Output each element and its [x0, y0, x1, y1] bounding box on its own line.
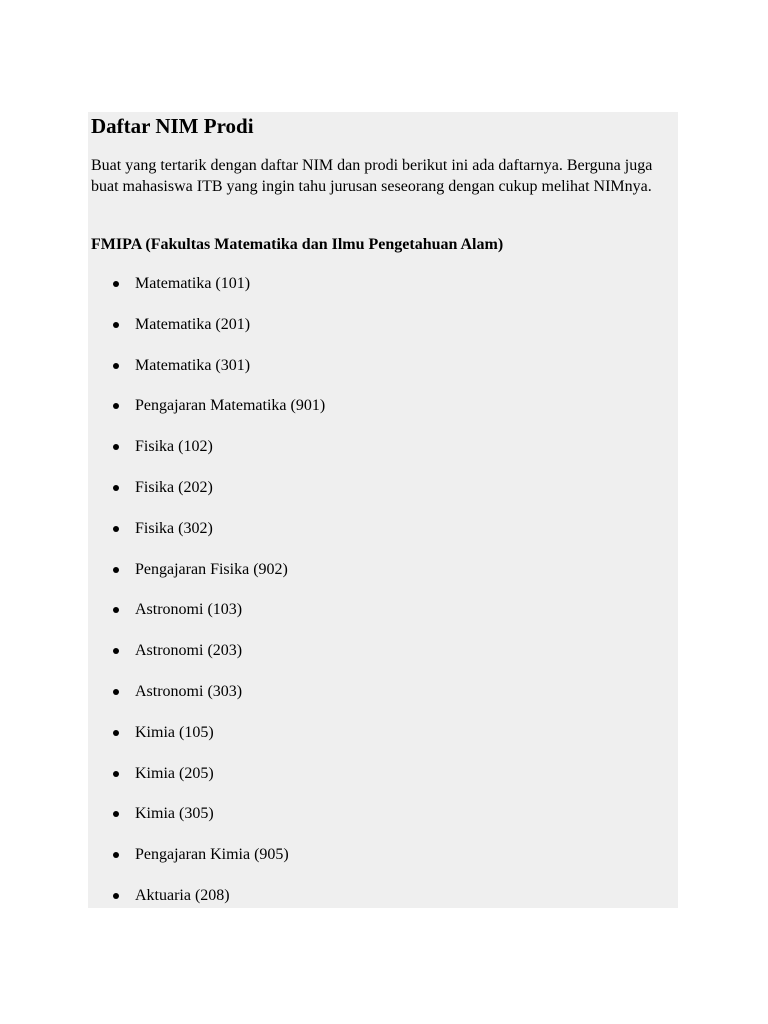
list-item	[88, 356, 325, 397]
list-item	[88, 560, 325, 601]
bullet-icon	[113, 363, 119, 369]
intro-paragraph: Buat yang tertarik dengan daftar NIM dan prodi berikut ini ada daftarnya. Berguna juga buat mahasiswa ITB yang ingin tahu jurusan seseorang dengan cukup melihat NIMnya.	[91, 157, 653, 195]
list-item-label: Astronomi (103)	[135, 601, 243, 619]
list-item	[88, 519, 325, 560]
list-item-label: Matematika (201)	[135, 315, 251, 333]
list-item	[88, 764, 325, 805]
list-item-label: Pengajaran Matematika (901)	[135, 397, 326, 415]
bullet-icon	[113, 893, 119, 899]
bullet-icon	[113, 689, 119, 695]
prodi-list	[88, 274, 325, 908]
list-item-label: Pengajaran Fisika (902)	[135, 560, 288, 578]
bullet-icon	[113, 485, 119, 491]
bullet-icon	[113, 444, 119, 450]
list-item-label: Kimia (305)	[135, 805, 214, 823]
bullet-icon	[113, 648, 119, 654]
list-item-label: Kimia (105)	[135, 723, 214, 741]
list-item	[88, 274, 325, 315]
document-content	[88, 112, 678, 908]
list-item-label: Astronomi (303)	[135, 682, 243, 700]
list-item-label: Matematika (101)	[135, 275, 251, 292]
list-item	[88, 641, 325, 682]
list-item-label: Fisika (302)	[135, 519, 213, 537]
list-item-label: Kimia (205)	[135, 764, 214, 782]
list-item	[88, 845, 325, 886]
list-item	[88, 886, 325, 908]
list-item-label: Pengajaran Kimia (905)	[135, 846, 289, 864]
list-item	[88, 600, 325, 641]
page-title: Daftar NIM Prodi	[91, 114, 254, 138]
bullet-icon	[113, 526, 119, 532]
list-item	[88, 396, 325, 437]
bullet-icon	[113, 852, 119, 858]
list-item-label: Aktuaria (208)	[135, 886, 230, 904]
list-item	[88, 437, 325, 478]
bullet-icon	[113, 771, 119, 777]
bullet-icon	[113, 403, 119, 409]
list-item-label: Matematika (301)	[135, 356, 251, 374]
list-item	[88, 804, 325, 845]
bullet-icon	[113, 607, 119, 613]
bullet-icon	[113, 730, 119, 736]
bullet-icon	[113, 567, 119, 573]
bullet-icon	[113, 322, 119, 328]
bullet-icon	[113, 281, 119, 287]
list-item-label: Fisika (202)	[135, 478, 213, 496]
bullet-icon	[113, 811, 119, 817]
list-item	[88, 478, 325, 519]
list-item-label: Fisika (102)	[135, 438, 213, 456]
list-item-label: Astronomi (203)	[135, 642, 243, 660]
section-heading-fmipa: FMIPA (Fakultas Matematika dan Ilmu Pengetahuan Alam)	[91, 236, 504, 253]
list-item	[88, 723, 325, 764]
list-item	[88, 315, 325, 356]
list-item	[88, 682, 325, 723]
